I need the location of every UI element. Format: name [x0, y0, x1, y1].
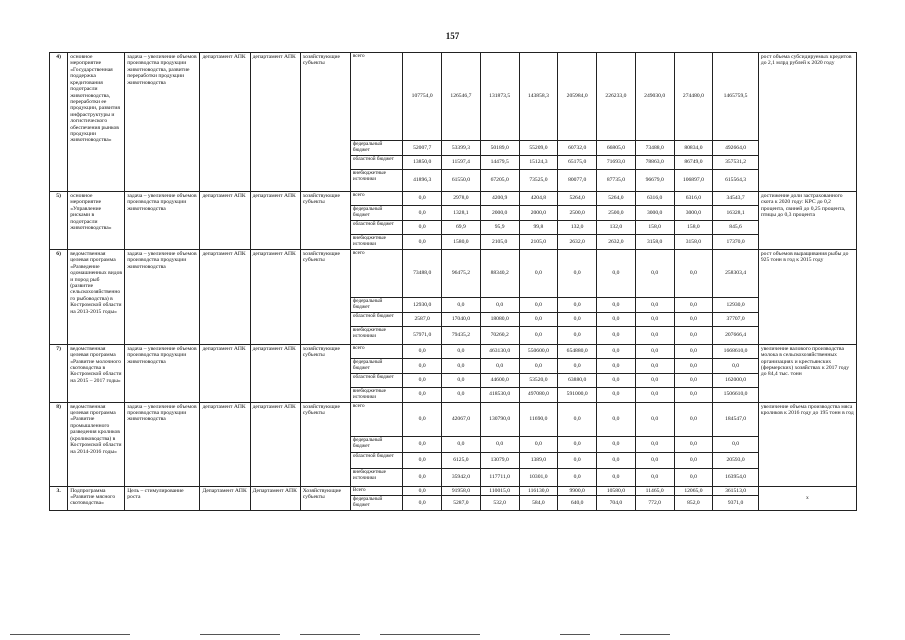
funding-source: внебюджетные источники: [350, 234, 402, 249]
funding-value: 0,0: [713, 436, 759, 452]
funding-value: 17040,0: [442, 312, 481, 326]
funding-value: 0,0: [597, 436, 636, 452]
page-number: 157: [445, 31, 460, 41]
funding-value: 73488,0: [403, 249, 442, 297]
funding-value: 0,0: [442, 344, 481, 358]
funding-value: 132,0: [597, 220, 636, 234]
funding-value: 69,9: [442, 220, 481, 234]
funding-source: федеральный бюджет: [350, 436, 402, 452]
funding-source: всего: [350, 191, 402, 205]
funding-value: 11597,4: [442, 155, 481, 169]
funding-value: 550600,0: [519, 344, 558, 358]
funding-value: 143858,3: [519, 53, 558, 141]
funding-value: 3158,0: [635, 234, 674, 249]
funding-value: 361513,0: [713, 486, 759, 495]
funding-value: 12930,0: [403, 297, 442, 312]
funding-value: 0,0: [674, 452, 713, 468]
funding-value: 55209,0: [519, 141, 558, 156]
funding-value: 66805,0: [597, 141, 636, 156]
funding-value: 0,0: [635, 344, 674, 358]
funding-value: 57971,0: [403, 326, 442, 344]
co-executor: департамент АПК: [250, 344, 300, 402]
funding-value: 1465759,5: [713, 53, 759, 141]
funding-value: 0,0: [635, 436, 674, 452]
funding-value: 0,0: [403, 191, 442, 205]
funding-value: 61550,0: [442, 169, 481, 191]
funding-source: областной бюджет: [350, 312, 402, 326]
responsible-executor: департамент АПК: [200, 249, 250, 344]
funding-value: 2632,0: [558, 234, 597, 249]
recipient: хозяйствующие субъекты: [300, 344, 350, 402]
funding-value: 492664,0: [713, 141, 759, 156]
activity-task: задача – увеличение объемов производства продукции животноводства: [125, 191, 200, 249]
funding-value: 497080,0: [519, 387, 558, 402]
funding-value: 1506610,0: [713, 387, 759, 402]
funding-value: 0,0: [519, 249, 558, 297]
activity-task: задача – увеличение объемов производства продукции животноводства: [125, 249, 200, 344]
funding-value: 52007,7: [403, 141, 442, 156]
table-row: [50, 191, 857, 205]
funding-value: 0,0: [674, 436, 713, 452]
funding-value: 357531,2: [713, 155, 759, 169]
funding-value: 65175,0: [558, 155, 597, 169]
funding-value: 0,0: [403, 344, 442, 358]
funding-value: 6316,0: [674, 191, 713, 205]
funding-value: 110015,0: [480, 486, 519, 495]
funding-value: 88340,2: [480, 249, 519, 297]
responsible-executor: департамент АПК: [200, 344, 250, 402]
funding-value: 44600,0: [480, 373, 519, 387]
funding-value: 226233,0: [597, 53, 636, 141]
funding-value: 615564,3: [713, 169, 759, 191]
funding-value: 0,0: [403, 402, 442, 436]
funding-value: 12065,0: [674, 486, 713, 495]
funding-value: 2587,0: [403, 312, 442, 326]
funding-value: 71693,0: [597, 155, 636, 169]
funding-value: 258303,4: [713, 249, 759, 297]
funding-value: 0,0: [597, 297, 636, 312]
funding-value: 591000,0: [558, 387, 597, 402]
funding-value: 0,0: [519, 297, 558, 312]
activity-name: основное мероприятие «Управление рисками в подотрасли животноводства»: [68, 191, 125, 249]
funding-value: 3000,0: [674, 205, 713, 220]
funding-value: 0,0: [597, 249, 636, 297]
funding-source: областной бюджет: [350, 155, 402, 169]
funding-value: 13079,0: [480, 452, 519, 468]
row-index: 5): [50, 191, 68, 249]
funding-value: 0,0: [442, 387, 481, 402]
funding-value: 41896,3: [403, 169, 442, 191]
funding-value: 0,0: [403, 452, 442, 468]
funding-value: 852,0: [674, 496, 713, 511]
funding-value: 11690,0: [519, 402, 558, 436]
funding-value: 0,0: [674, 249, 713, 297]
table-row: [50, 53, 857, 141]
funding-value: 0,0: [597, 387, 636, 402]
funding-value: 70260,2: [480, 326, 519, 344]
funding-value: 10580,0: [597, 486, 636, 495]
activity-task: задача – увеличение объемов производства продукции животноводства: [125, 344, 200, 402]
expected-result: увеличение объема производства мяса кроликов к 2016 году до 195 тонн в год: [758, 402, 856, 486]
row-index: 3.: [50, 486, 68, 510]
row-index: 4): [50, 53, 68, 192]
responsible-executor: Департамент АПК: [200, 486, 250, 510]
funding-value: 9900,0: [558, 486, 597, 495]
funding-value: 532,0: [480, 496, 519, 511]
funding-value: 0,0: [558, 468, 597, 486]
co-executor: Департамент АПК: [250, 486, 300, 510]
funding-value: 0,0: [558, 436, 597, 452]
funding-value: 0,0: [403, 468, 442, 486]
funding-value: 0,0: [635, 452, 674, 468]
funding-value: 86749,0: [674, 155, 713, 169]
funding-value: 95,9: [480, 220, 519, 234]
funding-source: областной бюджет: [350, 220, 402, 234]
funding-value: 0,0: [403, 220, 442, 234]
funding-value: 0,0: [403, 373, 442, 387]
expected-result: рост объема субсидируемых кредитов до 2,1 млрд рублей к 2020 году: [758, 53, 856, 192]
funding-value: 0,0: [558, 358, 597, 373]
funding-value: 2000,0: [519, 205, 558, 220]
funding-value: 20593,0: [713, 452, 759, 468]
funding-value: 0,0: [558, 312, 597, 326]
funding-value: 53399,3: [442, 141, 481, 156]
funding-value: 60732,0: [558, 141, 597, 156]
program-table: [49, 52, 857, 511]
expected-result: увеличение валового производства молока в сельскохозяйственных организациях и крестьянских (фермерских) хозяйствах к 2017 году до 84,4 тыс. тонн: [758, 344, 856, 402]
funding-value: 0,0: [674, 402, 713, 436]
funding-value: 17370,0: [713, 234, 759, 249]
funding-value: 584,0: [519, 496, 558, 511]
funding-value: 0,0: [674, 312, 713, 326]
funding-value: 4204,8: [519, 191, 558, 205]
co-executor: департамент АПК: [250, 191, 300, 249]
funding-value: 0,0: [558, 249, 597, 297]
funding-value: 96475,2: [442, 249, 481, 297]
funding-source: федеральный бюджет: [350, 205, 402, 220]
co-executor: департамент АПК: [250, 249, 300, 344]
funding-value: 0,0: [674, 297, 713, 312]
funding-value: 116130,0: [519, 486, 558, 495]
funding-value: 67205,0: [480, 169, 519, 191]
funding-source: внебюджетные источники: [350, 468, 402, 486]
funding-value: 78863,0: [635, 155, 674, 169]
funding-value: 131873,5: [480, 53, 519, 141]
funding-value: 1580,0: [442, 234, 481, 249]
funding-value: 73488,0: [635, 141, 674, 156]
funding-value: 0,0: [713, 358, 759, 373]
funding-value: 18080,0: [480, 312, 519, 326]
funding-value: 0,0: [635, 373, 674, 387]
table-row: [50, 344, 857, 358]
funding-value: 772,0: [635, 496, 674, 511]
funding-source: областной бюджет: [350, 452, 402, 468]
row-index: 7): [50, 344, 68, 402]
funding-value: 37707,0: [713, 312, 759, 326]
funding-value: 73525,0: [519, 169, 558, 191]
funding-value: 34543,7: [713, 191, 759, 205]
funding-value: 2978,0: [442, 191, 481, 205]
funding-value: 158,0: [674, 220, 713, 234]
funding-value: 5264,0: [558, 191, 597, 205]
funding-value: 5287,0: [442, 496, 481, 511]
funding-value: 50189,0: [480, 141, 519, 156]
recipient: хозяйствующие субъекты: [300, 402, 350, 486]
recipient: хозяйствующие субъекты: [300, 191, 350, 249]
funding-source: внебюджетные источники: [350, 326, 402, 344]
funding-value: 184547,0: [713, 402, 759, 436]
funding-value: 2632,0: [597, 234, 636, 249]
funding-source: внебюджетные источники: [350, 387, 402, 402]
funding-value: 640,0: [558, 496, 597, 511]
funding-value: 845,6: [713, 220, 759, 234]
funding-value: 99,8: [519, 220, 558, 234]
funding-value: 0,0: [403, 205, 442, 220]
funding-value: 80834,0: [674, 141, 713, 156]
funding-value: 4200,9: [480, 191, 519, 205]
funding-value: 5264,0: [597, 191, 636, 205]
funding-value: 0,0: [480, 297, 519, 312]
activity-name: Подпрограмма «Развитие мясного скотоводства»: [68, 486, 125, 510]
expected-result: достижение доли застрахованного скота к 2020 году: КРС до 0,2 процента, свиней до 0,25 процента, птицы до 0,3 процента: [758, 191, 856, 249]
funding-value: 0,0: [635, 387, 674, 402]
funding-value: 15124,3: [519, 155, 558, 169]
table-row: [50, 486, 857, 495]
funding-value: 0,0: [442, 358, 481, 373]
funding-value: 0,0: [403, 358, 442, 373]
funding-value: 63880,0: [558, 373, 597, 387]
funding-value: 0,0: [597, 373, 636, 387]
funding-value: 79435,2: [442, 326, 481, 344]
funding-value: 53520,0: [519, 373, 558, 387]
activity-task: задача – увеличение объемов производства продукции животноводства: [125, 402, 200, 486]
funding-value: 0,0: [403, 234, 442, 249]
funding-value: 0,0: [480, 436, 519, 452]
funding-value: 96679,0: [635, 169, 674, 191]
expected-result: х: [758, 486, 856, 510]
funding-value: 274480,0: [674, 53, 713, 141]
funding-value: 0,0: [558, 402, 597, 436]
funding-value: 0,0: [674, 358, 713, 373]
funding-value: 3158,0: [674, 234, 713, 249]
funding-value: 6316,0: [635, 191, 674, 205]
co-executor: департамент АПК: [250, 53, 300, 192]
funding-source: федеральный бюджет: [350, 297, 402, 312]
funding-value: 0,0: [403, 486, 442, 495]
funding-value: 0,0: [635, 249, 674, 297]
funding-value: 249030,0: [635, 53, 674, 141]
funding-source: всего: [350, 402, 402, 436]
funding-value: 418530,0: [480, 387, 519, 402]
funding-value: 80077,0: [558, 169, 597, 191]
funding-value: 654880,0: [558, 344, 597, 358]
funding-source: областной бюджет: [350, 373, 402, 387]
funding-value: 0,0: [674, 387, 713, 402]
funding-value: 0,0: [480, 358, 519, 373]
funding-value: 0,0: [558, 326, 597, 344]
funding-value: 0,0: [635, 358, 674, 373]
funding-value: 9371,0: [713, 496, 759, 511]
funding-value: 0,0: [519, 326, 558, 344]
funding-value: 0,0: [519, 312, 558, 326]
funding-value: 106897,0: [674, 169, 713, 191]
funding-value: 158,0: [635, 220, 674, 234]
recipient: хозяйствующие субъекты: [300, 249, 350, 344]
activity-name: ведомственная целевая программа «Развитие молочного скотоводства в Костромской области на 2015 – 2017 годы»: [68, 344, 125, 402]
funding-value: 0,0: [442, 436, 481, 452]
funding-value: 205984,0: [558, 53, 597, 141]
funding-value: 0,0: [597, 402, 636, 436]
responsible-executor: департамент АПК: [200, 402, 250, 486]
funding-value: 0,0: [558, 297, 597, 312]
funding-value: 3000,0: [635, 205, 674, 220]
table-row: [50, 249, 857, 297]
expected-result: рост объемов выращивания рыбы до 925 тонн в год к 2015 году: [758, 249, 856, 344]
funding-value: 0,0: [597, 468, 636, 486]
funding-source: федеральный бюджет: [350, 496, 402, 511]
funding-value: 0,0: [597, 452, 636, 468]
funding-value: 2105,0: [519, 234, 558, 249]
recipient: хозяйствующие субъекты: [300, 53, 350, 192]
funding-value: 0,0: [403, 436, 442, 452]
funding-value: 0,0: [635, 468, 674, 486]
funding-value: 0,0: [597, 344, 636, 358]
funding-value: 0,0: [519, 436, 558, 452]
funding-source: всего: [350, 249, 402, 297]
table-row: [50, 402, 857, 436]
funding-value: 0,0: [442, 373, 481, 387]
funding-value: 704,0: [597, 496, 636, 511]
funding-value: 2000,0: [480, 205, 519, 220]
funding-value: 0,0: [442, 297, 481, 312]
funding-value: 0,0: [403, 496, 442, 511]
funding-value: 12930,0: [713, 297, 759, 312]
funding-source: Всего: [350, 486, 402, 495]
activity-name: ведомственная целевая программа «Разведение одомашненных видов и пород рыб (развитие сельскохозяйственного рыбоводства) в Костромской области на 2013-2015 годы»: [68, 249, 125, 344]
funding-value: 1668610,0: [713, 344, 759, 358]
funding-source: внебюджетные источники: [350, 169, 402, 191]
funding-value: 13850,0: [403, 155, 442, 169]
funding-value: 6125,0: [442, 452, 481, 468]
funding-value: 16328,1: [713, 205, 759, 220]
activity-task: Цель – стимулирование роста: [125, 486, 200, 510]
funding-value: 0,0: [674, 326, 713, 344]
funding-value: 91958,0: [442, 486, 481, 495]
funding-value: 0,0: [597, 326, 636, 344]
funding-value: 42067,0: [442, 402, 481, 436]
funding-value: 0,0: [597, 312, 636, 326]
funding-value: 2105,0: [480, 234, 519, 249]
responsible-executor: департамент АПК: [200, 191, 250, 249]
funding-value: 10301,0: [519, 468, 558, 486]
funding-source: федеральный бюджет: [350, 141, 402, 156]
funding-value: 130790,0: [480, 402, 519, 436]
funding-source: всего: [350, 344, 402, 358]
funding-value: 11465,0: [635, 486, 674, 495]
funding-value: 463130,0: [480, 344, 519, 358]
activity-name: основное мероприятие «Государственная поддержка кредитования подотрасли животноводства, переработки ее продукции, развития инфраструктуры и логистического обеспечения рынков продукции животноводства»: [68, 53, 125, 192]
funding-value: 0,0: [635, 297, 674, 312]
funding-value: 0,0: [635, 312, 674, 326]
funding-source: федеральный бюджет: [350, 358, 402, 373]
funding-value: 107754,0: [403, 53, 442, 141]
funding-value: 0,0: [403, 387, 442, 402]
funding-value: 1328,1: [442, 205, 481, 220]
funding-value: 87735,0: [597, 169, 636, 191]
funding-value: 0,0: [635, 326, 674, 344]
funding-value: 163954,0: [713, 468, 759, 486]
co-executor: департамент АПК: [250, 402, 300, 486]
funding-value: 126546,7: [442, 53, 481, 141]
row-index: 6): [50, 249, 68, 344]
funding-source: всего: [350, 53, 402, 141]
funding-value: 0,0: [635, 402, 674, 436]
funding-value: 0,0: [519, 358, 558, 373]
recipient: Хозяйствующие субъекты: [300, 486, 350, 510]
funding-value: 117711,0: [480, 468, 519, 486]
funding-value: 132,0: [558, 220, 597, 234]
funding-value: 1389,0: [519, 452, 558, 468]
funding-value: 35942,0: [442, 468, 481, 486]
funding-value: 207666,4: [713, 326, 759, 344]
funding-value: 2500,0: [558, 205, 597, 220]
funding-value: 0,0: [674, 344, 713, 358]
activity-name: ведомственная целевая программа «Развитие промышленного разведения кроликов (кролиководства) в Костромской области на 2014-2016 годы»: [68, 402, 125, 486]
funding-value: 2500,0: [597, 205, 636, 220]
funding-value: 0,0: [674, 468, 713, 486]
funding-value: 14479,5: [480, 155, 519, 169]
funding-value: 0,0: [558, 452, 597, 468]
funding-value: 162000,0: [713, 373, 759, 387]
responsible-executor: департамент АПК: [200, 53, 250, 192]
funding-value: 0,0: [597, 358, 636, 373]
funding-value: 0,0: [674, 373, 713, 387]
row-index: 8): [50, 402, 68, 486]
activity-task: задача – увеличение объемов производства продукции животноводства, развитие переработки продукции животноводства: [125, 53, 200, 192]
